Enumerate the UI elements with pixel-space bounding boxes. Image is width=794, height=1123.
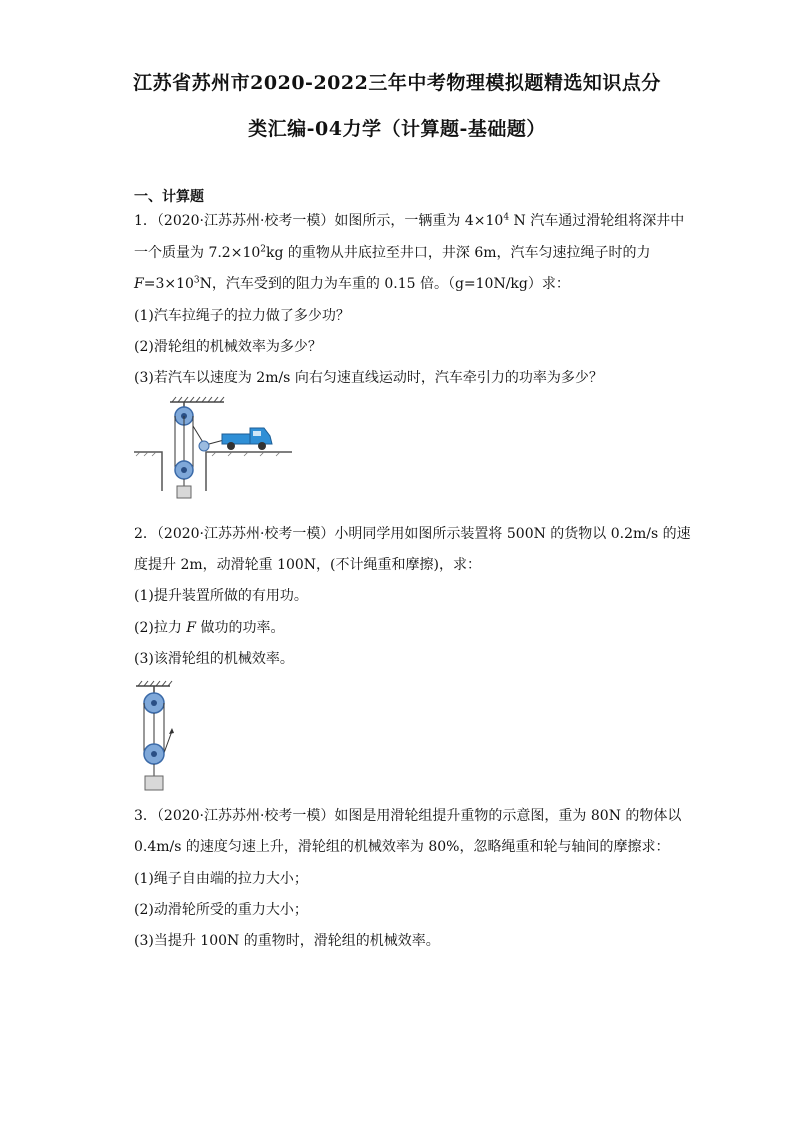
q3-line1: 3．（2020·江苏苏州·校考一模）如图是用滑轮组提升重物的示意图，重为 80N 的物体以 [134,808,682,824]
q1-line1 [134,212,684,230]
doc-title-line2: 类汇编-04力学（计算题-基础题） [248,118,546,140]
q1-line2 [134,244,651,262]
q1-exp-b: 2 [260,244,266,255]
doc-title-line1: 江苏省苏州市2020-2022三年中考物理模拟题精选知识点分 [133,72,661,94]
q2-part1: (1)提升装置所做的有用功。 [134,588,308,604]
q1-text-d: kg 的重物从井底拉至井口，井深 6m，汽车匀速拉绳子时的力 [266,245,651,261]
q3-part2: (2)动滑轮所受的重力大小； [134,902,308,918]
q2-part2-b: 做功的功率。 [196,620,285,636]
q1-var-f: F [134,276,144,292]
q1-part1: (1)汽车拉绳子的拉力做了多少功？ [134,308,350,324]
q1-text-f: N，汽车受到的阻力为车重的 0.15 倍。（g=10N/kg）求： [199,276,570,292]
q3-line2: 0.4m/s 的速度匀速上升，滑轮组的机械效率为 80%，忽略绳重和轮与轴间的摩擦求： [134,839,670,855]
q1-truck-well-pulley-figure [132,396,297,511]
q1-part3: (3)若汽车以速度为 2m/s 向右匀速直线运动时，汽车牵引力的功率为多少？ [134,370,603,386]
section-heading: 一、计算题 [134,189,204,205]
q3-part1: (1)绳子自由端的拉力大小； [134,871,308,887]
q1-text-e: =3×10 [143,276,194,292]
q1-exp-c: 3 [193,275,200,286]
q1-line3 [134,275,570,293]
q2-var-f: F [186,620,196,636]
q2-pulley-figure [132,676,182,794]
q1-text-c: 一个质量为 7.2×10 [134,245,261,261]
q1-text-a: 1．（2020·江苏苏州·校考一模）如图所示，一辆重为 4×10 [134,213,504,229]
q2-line1: 2．（2020·江苏苏州·校考一模）小明同学用如图所示装置将 500N 的货物以 0.2m/s 的速 [134,526,691,542]
q1-exp-a: 4 [503,212,510,223]
q2-part2 [134,619,284,637]
q3-part3: (3)当提升 100N 的重物时，滑轮组的机械效率。 [134,933,440,949]
q2-part3: (3)该滑轮组的机械效率。 [134,651,294,667]
q1-text-b: N 汽车通过滑轮组将深井中 [509,213,685,229]
q2-line2: 度提升 2m，动滑轮重 100N，(不计绳重和摩擦)，求： [134,557,481,573]
q1-part2: (2)滑轮组的机械效率为多少？ [134,339,322,355]
q2-part2-a: (2)拉力 [134,620,187,636]
